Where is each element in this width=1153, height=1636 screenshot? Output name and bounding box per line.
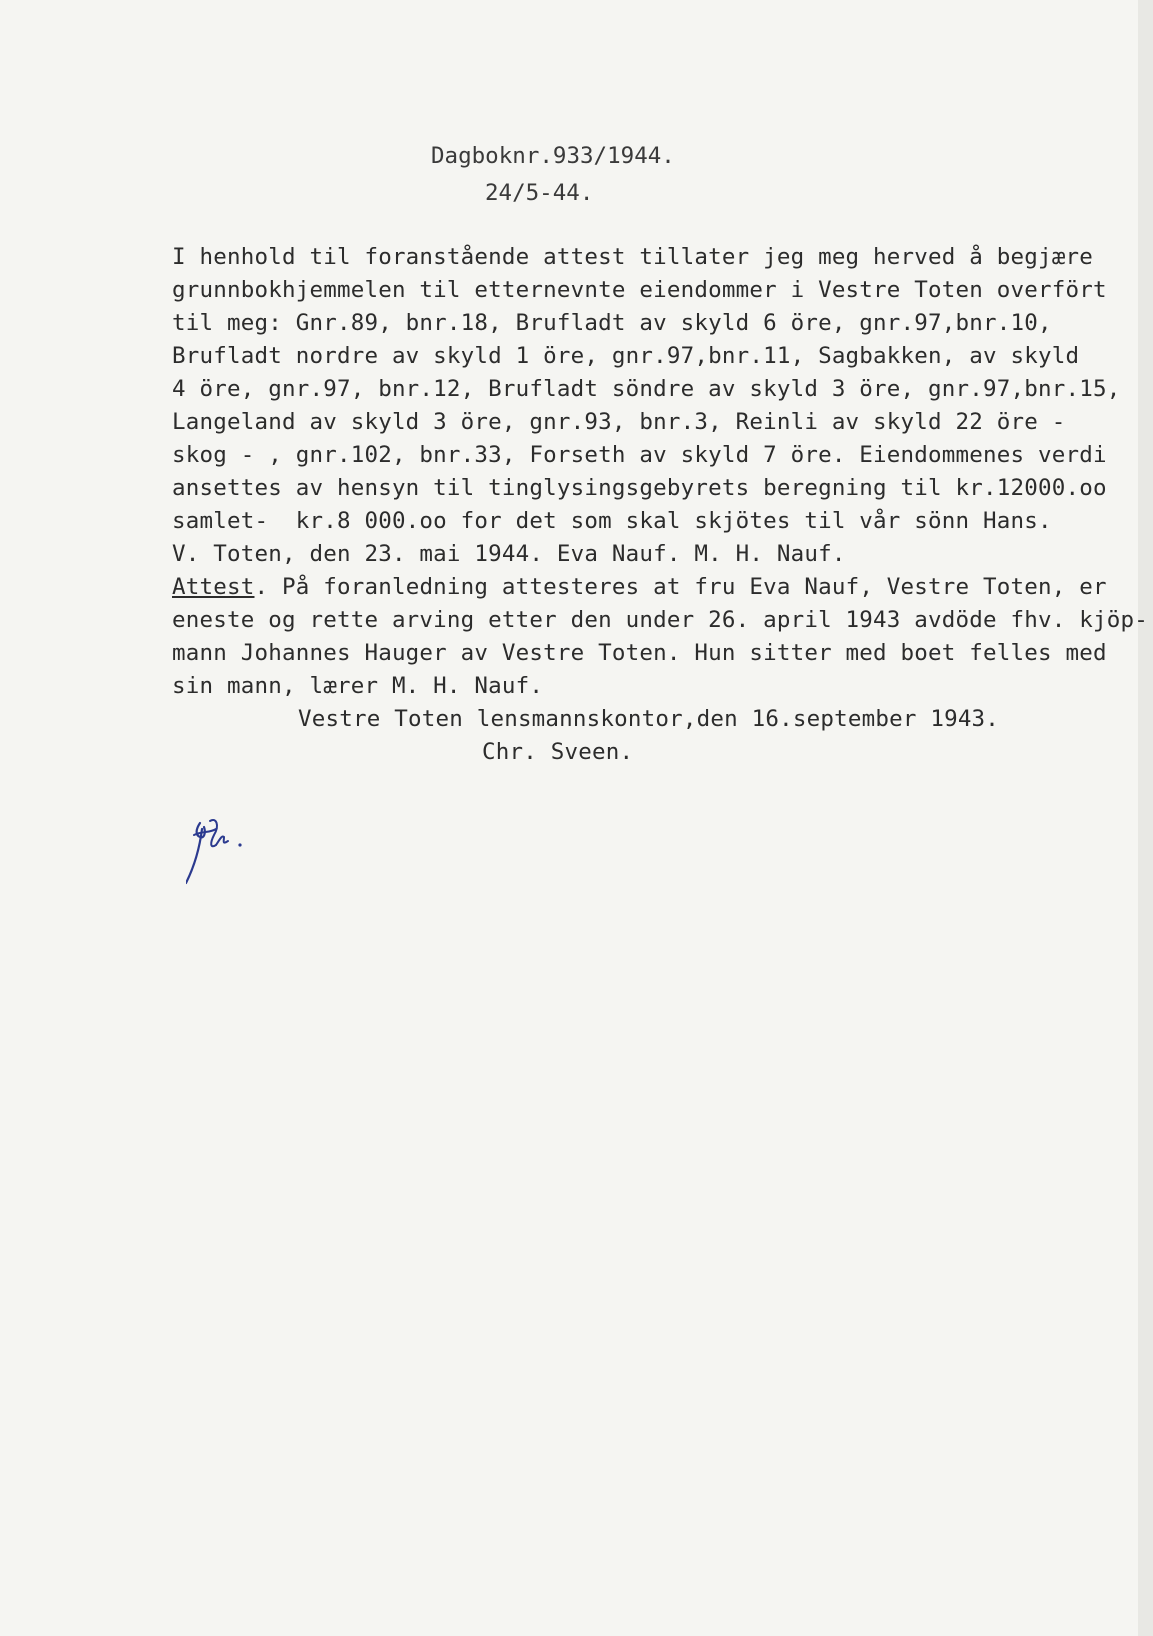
attest-heading: Attest <box>172 574 255 600</box>
attest-line: mann Johannes Hauger av Vestre Toten. Hun sitter med boet felles med <box>172 640 1107 666</box>
handwritten-initials <box>186 815 256 895</box>
body-line: I henhold til foranstående attest tillater jeg meg herved å begjære <box>172 244 1093 270</box>
attest-line-rest: . På foranledning attesteres at fru Eva Nauf, Vestre Toten, er <box>254 574 1107 600</box>
body-line: Langeland av skyld 3 öre, gnr.93, bnr.3, Reinli av skyld 22 öre - <box>172 409 1066 435</box>
body-line: til meg: Gnr.89, bnr.18, Brufladt av skyld 6 öre, gnr.97,bnr.10, <box>172 310 1052 336</box>
body-line: Brufladt nordre av skyld 1 öre, gnr.97,bnr.11, Sagbakken, av skyld <box>172 343 1080 369</box>
body-line: samlet- kr.8 000.oo for det som skal skjötes til vår sönn Hans. <box>172 508 1052 534</box>
journal-date: 24/5-44. <box>485 180 594 206</box>
body-line: skog - , gnr.102, bnr.33, Forseth av skyld 7 öre. Eiendommenes verdi <box>172 442 1107 468</box>
journal-number: Dagboknr.933/1944. <box>431 143 675 169</box>
body-line: grunnbokhjemmelen til etternevnte eiendommer i Vestre Toten overfört <box>172 277 1107 303</box>
attest-first-line <box>172 574 1107 600</box>
attest-line: sin mann, lærer M. H. Nauf. <box>172 673 544 699</box>
attest-place-date: Vestre Toten lensmannskontor,den 16.september 1943. <box>298 706 1000 732</box>
sheet-edge <box>1138 0 1153 1636</box>
body-line: ansettes av hensyn til tinglysingsgebyrets beregning til kr.12000.oo <box>172 475 1107 501</box>
attest-line: eneste og rette arving etter den under 26. april 1943 avdöde fhv. kjöp- <box>172 607 1148 633</box>
attest-signature: Chr. Sveen. <box>482 739 634 765</box>
signature-line: V. Toten, den 23. mai 1944. Eva Nauf. M. H. Nauf. <box>172 541 846 567</box>
body-line: 4 öre, gnr.97, bnr.12, Brufladt söndre av skyld 3 öre, gnr.97,bnr.15, <box>172 376 1121 402</box>
